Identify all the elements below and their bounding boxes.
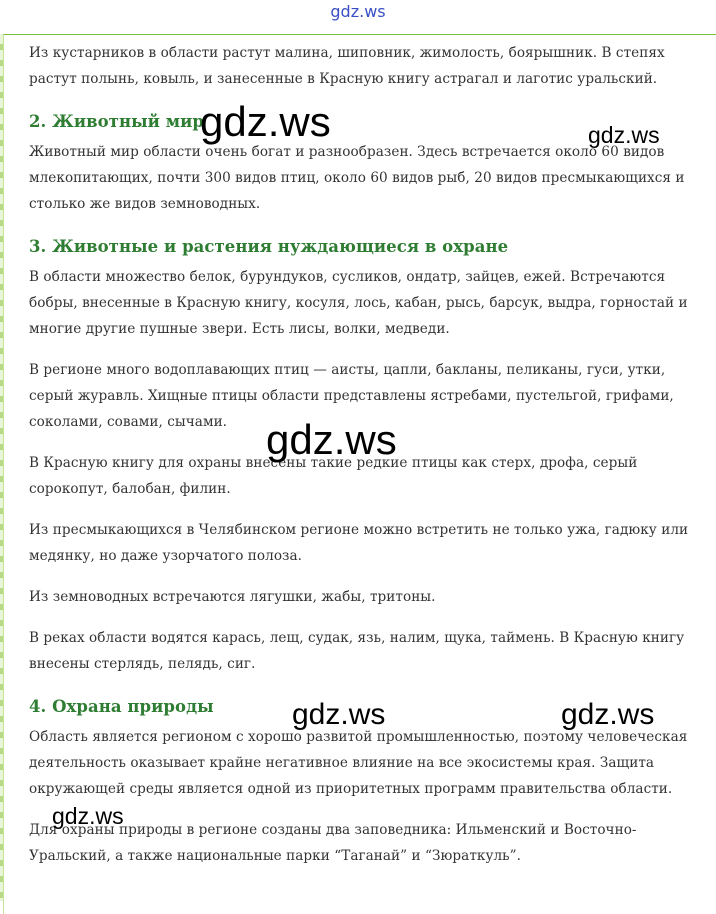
- section-heading-conservation: 4. Охрана природы: [29, 697, 214, 716]
- birds-paragraph: В регионе много водоплавающих птиц — аисты, цапли, бакланы, пеликаны, гуси, утки, серый журавль. Хищные птицы области представлены ястребами, пустельгой, грифами, соколами, совами, сычами.: [29, 362, 674, 430]
- top-band: [0, 0, 716, 34]
- reptiles-paragraph: Из пресмыкающихся в Челябинском регионе можно встретить не только ужа, гадюку или медянку, но даже узорчатого полоза.: [29, 522, 689, 564]
- watermark: gdz.ws: [52, 803, 124, 829]
- intro-paragraph: Из кустарников в области растут малина, шиповник, жимолость, боярышник. В степях растут полынь, ковыль, и занесенные в Красную книгу астрагал и лаготис уральский.: [29, 45, 665, 87]
- amphibians-paragraph: Из земноводных встречаются лягушки, жабы, тритоны.: [29, 589, 436, 605]
- watermark: gdz.ws: [588, 122, 660, 148]
- fish-paragraph: В реках области водятся карась, лещ, судак, язь, налим, щука, таймень. В Красную книгу внесены стерлядь, пелядь, сиг.: [29, 630, 685, 672]
- section-heading-protected-species: 3. Животные и растения нуждающиеся в охране: [29, 237, 509, 256]
- conservation-paragraph: Область является регионом с хорошо развитой промышленностью, поэтому человеческая деятельность оказывает крайне негативное влияние на все экосистемы края. Защита окружающей среды является одной из приоритетных программ правительства области.: [29, 729, 688, 797]
- watermark: gdz.ws: [266, 416, 397, 463]
- section-heading-fauna: 2. Животный мир: [29, 112, 205, 131]
- fauna-paragraph: Животный мир области очень богат и разнообразен. Здесь встречается около 60 видов млекопитающих, почти 300 видов птиц, около 60 видов рыб, 20 видов пресмыкающихся и столько же видов земноводных.: [29, 144, 685, 212]
- watermark: gdz.ws: [200, 98, 331, 145]
- watermark: gdz.ws: [292, 698, 386, 731]
- red-book-birds-paragraph: В Красную книгу для охраны внесены такие редкие птицы как стерх, дрофа, серый сорокопут, балобан, филин.: [29, 455, 638, 497]
- mammals-paragraph: В области множество белок, бурундуков, сусликов, ондатр, зайцев, ежей. Встречаются бобры, внесенные в Красную книгу, косуля, лось, кабан, рысь, барсук, выдра, горностай и многие другие пушные звери. Есть лисы, волки, медведи.: [29, 269, 688, 337]
- watermark: gdz.ws: [561, 698, 655, 731]
- reserves-paragraph: Для охраны природы в регионе созданы два заповедника: Ильменский и Восточно-Уральский, а также национальные парки “Таганай” и “Зюраткуль”.: [29, 822, 637, 864]
- site-watermark-top: gdz.ws: [330, 2, 386, 21]
